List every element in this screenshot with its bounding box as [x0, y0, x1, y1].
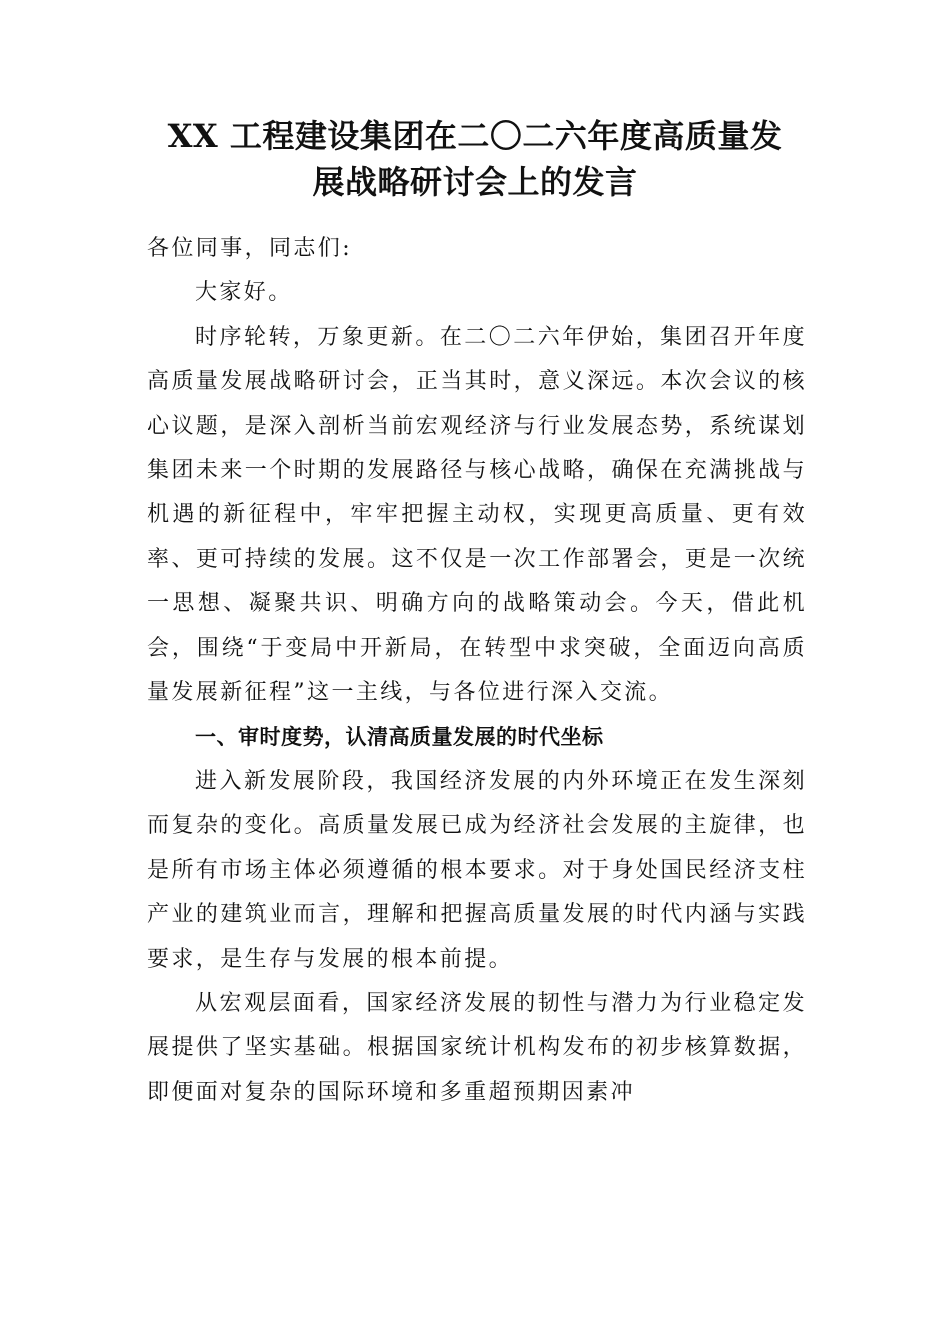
greeting: 大家好。	[195, 280, 293, 306]
document-title-line-2: 展战略研讨会上的发言	[312, 163, 638, 201]
document-title-line-1: XX 工程建设集团在二〇二六年度高质量发	[167, 117, 783, 155]
intro-paragraph: 时序轮转，万象更新。在二〇二六年伊始，集团召开年度高质量发展战略研讨会，正当其时，意义深远。本次会议的核心议题，是深入剖析当前宏观经济与行业发展态势，系统谋划集团未来一个时期的发展路径与核心战略，确保在充满挑战与机遇的新征程中，牢牢把握主动权，实现更高质量、更有效率、更可持续的发展。这不仅是一次工作部署会，更是一次统一思想、凝聚共识、明确方向的战略策动会。今天，借此机会，围绕“于变局中开新局，在转型中求突破，全面迈向高质量发展新征程”这一主线，与各位进行深入交流。	[147, 324, 807, 706]
section-heading-1: 一、审时度势，认清高质量发展的时代坐标	[195, 725, 604, 750]
section1-paragraph-1: 进入新发展阶段，我国经济发展的内外环境正在发生深刻而复杂的变化。高质量发展已成为经济社会发展的主旋律，也是所有市场主体必须遵循的根本要求。对于身处国民经济支柱产业的建筑业而言，理解和把握高质量发展的时代内涵与实践要求，是生存与发展的根本前提。	[147, 768, 807, 972]
document-body	[147, 227, 807, 1115]
salutation: 各位同事，同志们:	[147, 236, 353, 261]
document-title	[110, 113, 840, 205]
section1-paragraph-2: 从宏观层面看，国家经济发展的韧性与潜力为行业稳定发展提供了坚实基础。根据国家统计机构发布的初步核算数据，即便面对复杂的国际环境和多重超预期因素冲	[147, 990, 807, 1105]
